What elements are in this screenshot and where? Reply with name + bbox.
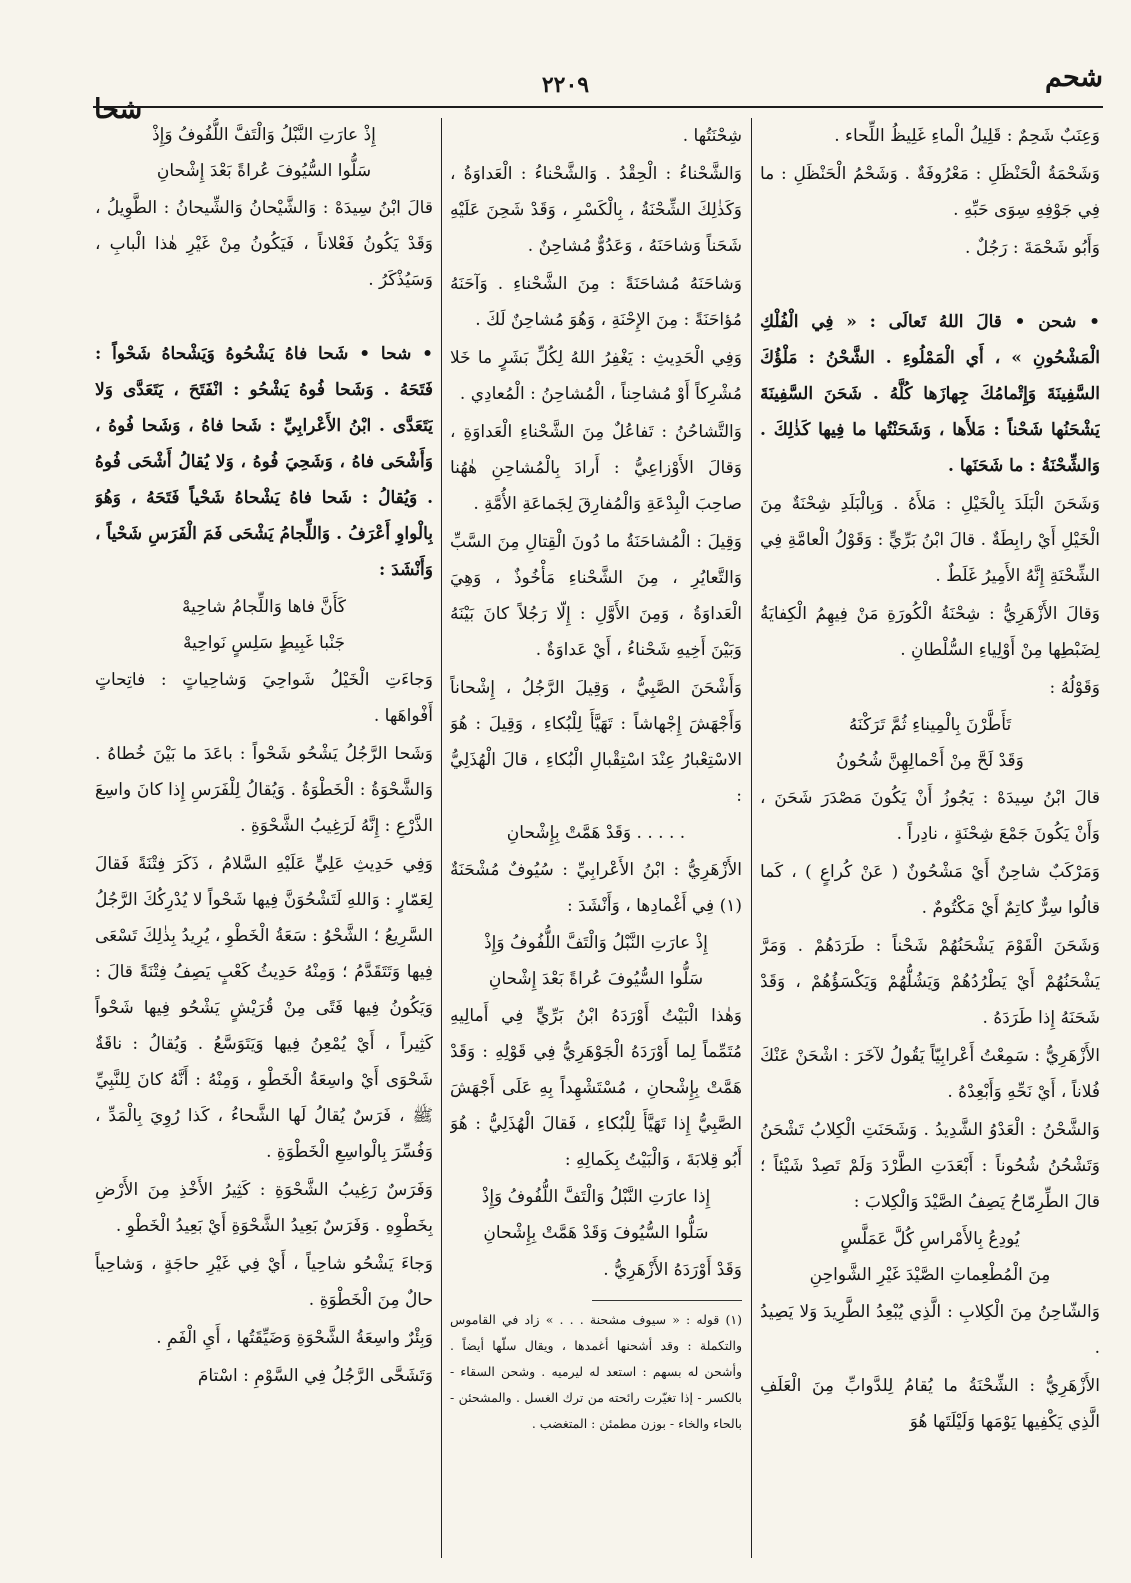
page-number: ٢٢٠٩ xyxy=(541,72,590,98)
verse-line: جَنْبا غَبِيطٍ سَلِسٍ نَواحِيهْ xyxy=(183,633,345,653)
column-left xyxy=(95,118,433,1558)
paragraph: وَشَحْمَةُ الْحَنْظَلِ : مَعْرُوفَةٌ . وَشَحْمُ الْحَنْظَلِ : ما فِي جَوْفِهِ سِوَى حَبِّهِ . xyxy=(760,164,1100,220)
paragraph: وَقَدْ أَوْرَدَهُ الأَزْهَرِيُّ . xyxy=(603,1260,742,1280)
paragraph: وَشَحَنَ الْقَوْمَ يَشْحَنُهُمْ شَحْناً : طَرَدَهُمْ . وَمَرَّ يَشْحَنُهُمْ أَيْ يَطْرُدُهُمْ وَيَشُلُّهُمْ وَيَكْسَؤُهُمْ ، وَقَدْ شَحَنَهُ إِذا طَرَدَهُ . xyxy=(760,936,1100,1028)
paragraph: وَالشَّحْناءُ : الْحِقْدُ . وَالشَّحْناءُ : الْعَداوَةُ ، وَكَذٰلِكَ الشِّحْنَةُ ، بِالْكَسْرِ ، وَقَدْ شَحِنَ عَلَيْهِ شَحَناً وَشاحَنَهُ ، وَعَدُوٌّ مُشاحِنٌ . xyxy=(450,164,742,256)
verse-line: سَلُّوا السُّيُوفَ عُراةً بَعْدَ إِشْحانِ xyxy=(156,161,372,181)
paragraph: وَشَحَنَ الْبَلَدَ بِالْخَيْلِ : مَلأَهُ . وَبِالْبَلَدِ شِحْنَةٌ مِنَ الْخَيْلِ أَيْ رابِطَةٌ . قالَ ابْنُ بَرِّيٍّ : وَقَوْلُ الْعامَّةِ فِي الشِّحْنَةِ إِنَّهُ الأَمِيرُ غَلَطٌ . xyxy=(760,494,1100,586)
paragraph: وَالشَّحْنُ : الْعَدْوُ الشَّدِيدُ . وَشَحَنَتِ الْكِلابُ تَشْحَنُ وَتَشْحُنُ شُحُوناً : أَبْعَدَتِ الطَّرْدَ وَلَمْ تَصِدْ شَيْئاً ؛ قالَ الطِّرِمّاحُ يَصِفُ الصَّيْدَ وَالْكِلابَ : xyxy=(760,1120,1100,1212)
verse-line: سَلُّوا السُّيُوفَ عُراةً بَعْدَ إِشْحانِ xyxy=(488,969,704,989)
paragraph: وَالشّاحِنُ مِنَ الْكِلابِ : الَّذِي يُبْعِدُ الطَّرِيدَ وَلا يَصِيدُ . xyxy=(760,1302,1100,1358)
paragraph: الأَزْهَرِيُّ : سَمِعْتُ أَعْرابِيّاً يَقُولُ لآخَرَ : اشْحَنْ عَنْكَ فُلاناً ، أَيْ نَحِّهِ وَأَبْعِدْهُ . xyxy=(760,1046,1100,1102)
column-middle xyxy=(450,118,742,1558)
verse-line: إِذا عارَتِ النَّبْلُ وَالْتَفَّ اللُّفُوفُ وَإِذْ xyxy=(481,1187,711,1207)
paragraph: وَفِي الْحَدِيثِ : يَغْفِرُ اللهُ لِكُلِّ بَشَرٍ ما خَلا مُشْرِكاً أَوْ مُشاحِناً ، الْمُشاحِنُ : الْمُعادِي . xyxy=(450,348,742,404)
paragraph: وَأَشْحَنَ الصَّبِيُّ ، وَقِيلَ الرَّجُلُ ، إِشْحاناً وَأَجْهَشَ إِجْهاشاً : تَهَيَّأَ لِلْبُكاءِ ، وَقِيلَ : هُوَ الاسْتِعْبارُ عِنْدَ اسْتِقْبالِ الْبُكاءِ ، قالَ الْهُذَلِيُّ : xyxy=(450,678,742,806)
running-head-left: شحا xyxy=(94,94,143,125)
paragraph: الأَزْهَرِيُّ : ابْنُ الأَعْرابِيِّ : سُيُوفٌ مُشْحَنَةٌ (١) فِي أَغْمادِها ، وَأَنْشَدَ : xyxy=(450,860,742,916)
verse-line: وَقَدْ لَحَّ مِنْ أَحْمالِهِنَّ شُحُونُ xyxy=(836,751,1024,771)
column-divider xyxy=(751,118,752,1558)
paragraph: قالَ ابْنُ سِيدَهْ : وَالشَّيْحانُ وَالشِّيحانُ : الطَّوِيلُ ، وَقَدْ يَكُونُ فَعْلاناً ، فَيَكُونُ مِنْ غَيْرِ هٰذا الْبابِ ، وَسَيُذْكَرُ . xyxy=(95,198,433,290)
verse-line: سَلُّوا السُّيُوفَ وَقَدْ هَمَّتْ بِإِشْحانِ xyxy=(483,1223,709,1243)
paragraph: وَشَحا الرَّجُلُ يَشْحُو شَحْواً : باعَدَ ما بَيْنَ خُطاهُ . وَالشَّحْوَةُ : الْخَطْوَةُ . وَيُقالُ لِلْفَرَسِ إِذا كانَ واسِعَ الذَّرْعِ : إِنَّهُ لَرَغِيبُ الشَّحْوَةِ . xyxy=(95,744,433,836)
entry-heading-paragraph: • شحا • شَحا فاهُ يَشْحُوهُ وَيَشْحاهُ شَحْواً : فَتَحَهُ . وَشَحا فُوهُ يَشْحُو : انْفَتَحَ ، يَتَعَدَّى وَلا يَتَعَدَّى . ابْنُ الأَعْرابِيِّ : شَحا فاهُ ، وَشَحا فُوهُ ، وَأَشْحَى فاهُ ، وَشَحِيَ فُوهُ ، وَلا يُقالُ أَشْحَى فُوهُ . وَيُقالُ : شَحا فاهُ يَشْحاهُ شَحْياً فَتَحَهُ ، وَهُوَ بِالْواوِ أَعْرَفُ . وَاللِّجامُ يَشْحَى فَمَ الْفَرَسِ شَحْياً ، وَأَنْشَدَ : xyxy=(95,344,433,580)
entry-gap xyxy=(760,268,1100,304)
paragraph: الأَزْهَرِيُّ : الشِّحْنَةُ ما يُقامُ لِلدَّوابِّ مِنَ الْعَلَفِ الَّذِي يَكْفِيها يَوْمَها وَلَيْلَتَها هُوَ xyxy=(760,1376,1100,1432)
paragraph: وَفَرَسٌ رَغِيبُ الشَّحْوَةِ : كَثِيرُ الأَخْذِ مِنَ الأَرْضِ بِخَطْوِهِ . وَفَرَسٌ بَعِيدُ الشَّحْوَةِ أَيْ بَعِيدُ الْخَطْوِ . xyxy=(95,1180,433,1236)
entry-heading-paragraph: • شحن • قالَ اللهُ تَعالَى : « فِي الْفُلْكِ الْمَشْحُونِ » ، أَي الْمَمْلُوءِ . الشَّحْنُ : مَلْؤُكَ السَّفِينَةَ وَإِتْمامُكَ جِهازَها كُلَّهُ . شَحَنَ السَّفِينَةَ يَشْحَنُها شَحْناً : مَلأَها ، وَشَحَنْتُها ما فِيها كَذٰلِكَ . وَالشِّحْنَةُ : ما شَحَنَها . xyxy=(760,312,1100,476)
paragraph: وَهٰذا الْبَيْتُ أَوْرَدَهُ ابْنُ بَرِّيٍّ فِي أَمالِيهِ مُتَمِّماً لِما أَوْرَدَهُ الْجَوْهَرِيُّ فِي قَوْلِهِ : وَقَدْ هَمَّتْ بِإِشْحانِ ، مُسْتَشْهِداً بِهِ عَلَى أَجْهَشَ الصَّبِيُّ إِذا تَهَيَّأَ لِلْبُكاءِ ، فَقالَ الْهُذَلِيُّ : هُوَ أَبُو قِلابَةَ ، وَالْبَيْتُ بِكَمالِهِ : xyxy=(450,1006,742,1170)
verse-line: تَأَطَّرْنَ بِالْمِيناءِ ثُمَّ تَرَكْنَهُ xyxy=(848,715,1012,735)
verse-line: يُودِعُ بِالأَمْراسِ كُلَّ عَمَلَّسٍ xyxy=(840,1229,1020,1249)
column-right xyxy=(760,118,1100,1558)
paragraph: وَبِئْرٌ واسِعَةُ الشَّحْوَةِ وَضَيِّقَتُها ، أَيِ الْفَمِ . xyxy=(156,1328,433,1348)
verse-line: مِنَ الْمُطْعِماتِ الصَّيْدَ غَيْرِ الشَّواحِنِ xyxy=(809,1265,1051,1285)
paragraph: وَعِنَبٌ شَحِمٌ : قَلِيلُ الْماءِ غَلِيظُ اللِّحاء . xyxy=(834,126,1100,146)
paragraph: وَقالَ الأَزْهَرِيُّ : شِحْنَةُ الْكُورَةِ مَنْ فِيهِمُ الْكِفايَةُ لِضَبْطِها مِنْ أَوْلِياءِ السُّلْطانِ . xyxy=(760,604,1100,660)
paragraph: وَجاءَ يَشْحُو شاحِياً ، أَيْ فِي غَيْرِ حاجَةٍ ، وَشاحِياً حالٌ مِنَ الْخَطْوَةِ . xyxy=(95,1254,433,1310)
verse-line: إِذْ عارَتِ النَّبْلُ وَالْتَفَّ اللُّفُوفُ وَإِذْ xyxy=(152,125,376,145)
running-head-right: شحم xyxy=(1044,62,1103,93)
paragraph: وَقِيلَ : الْمُشاحَنَةُ ما دُونَ الْقِتالِ مِنَ السَّبِّ وَالتَّعايُرِ ، مِنَ الشَّحْناءِ مَأْخُوذٌ ، وَهِيَ الْعَداوَةُ ، وَمِنَ الأَوَّلِ : إِلّا رَجُلاً كانَ بَيْنَهُ وَبَيْنَ أَخِيهِ شَحْناءُ ، أَيْ عَداوَةٌ . xyxy=(450,532,742,660)
paragraph: شِحْنَتُها . xyxy=(682,126,742,146)
paragraph: وَشاحَنَهُ مُشاحَنَةً : مِنَ الشَّحْناءِ . وَآحَنَهُ مُؤاحَنَةً : مِنَ الإِحْنَةِ ، وَهُوَ مُشاحِنٌ لَكَ . xyxy=(450,274,742,330)
header-rule xyxy=(93,106,1103,108)
entry-gap xyxy=(95,300,433,336)
footnote: (١) قوله : « سيوف مشحنة . . . » زاد في القاموس والتكملة : وقد أشحنها أغمدها ، ويقال سلّها أيضاً . وأشحن له بسهم : استعد له ليرميه . وشحن السقاء - بالكسر - إذا تغيّرت رائحته من ترك الغسل . والمشحئن - بالحاء والخاء - بوزن مطمئن : المتغضب . xyxy=(450,1312,742,1431)
verse-line: . . . . . وَقَدْ هَمَّتْ بِإِشْحانِ xyxy=(506,823,686,843)
verse-line: إِذْ عارَتِ النَّبْلُ وَالْتَفَّ اللُّفُوفُ وَإِذْ xyxy=(484,933,708,953)
paragraph: وَفِي حَدِيثِ عَلِيٍّ عَلَيْهِ السَّلامُ ، ذَكَرَ فِتْنَةً فَقالَ لِعَمّارٍ : وَاللهِ لَتَشْحُوَنَّ فِيها شَحْواً لا يُدْرِكُكَ الرَّجُلُ السَّرِيعُ ؛ الشَّحْوُ : سَعَةُ الْخَطْوِ ، يُرِيدُ بِذٰلِكَ تَسْعَى فِيها وَتَتَقَدَّمُ ؛ وَمِنْهُ حَدِيثُ كَعْبٍ يَصِفُ فِتْنَةً قالَ : وَيَكُونُ فِيها فَتًى مِنْ قُرَيْشٍ يَشْحُو فِيها شَحْواً كَثِيراً ، أَيْ يُمْعِنُ فِيها وَيَتَوَسَّعُ . وَيُقالُ : ناقَةٌ شَحْوَى أَيْ واسِعَةُ الْخَطْوِ ، وَمِنْهُ : أَنَّهُ كانَ لِلنَّبِيِّ ﷺ ، فَرَسٌ يُقالُ لَها الشَّحاءُ ، كَذا رُوِيَ بِالْمَدِّ ، وَفُسِّرَ بِالْواسِعِ الْخَطْوَةِ . xyxy=(95,854,433,1162)
paragraph: وَجاءَتِ الْخَيْلُ شَواحِيَ وَشاحِياتٍ : فاتِحاتٍ أَفْواهَها . xyxy=(95,670,433,726)
paragraph: قالَ ابْنُ سِيدَهْ : يَجُوزُ أَنْ يَكُونَ مَصْدَرَ شَحَنَ ، وَأَنْ يَكُونَ جَمْعَ شِحْنَةٍ ، نادِراً . xyxy=(760,788,1100,844)
paragraph: وَقَوْلُهُ : xyxy=(1049,678,1100,698)
paragraph: وَتَشَحَّى الرَّجُلُ فِي السَّوْمِ : اسْتامَ xyxy=(197,1366,433,1386)
verse-line: كَأَنَّ فاها وَاللِّجامُ شاحِيهْ xyxy=(181,597,346,617)
column-divider xyxy=(441,118,442,1558)
paragraph: وَأَبُو شَحْمَةَ : رَجُلٌ . xyxy=(965,238,1100,258)
paragraph: وَالتَّشاحُنُ : تَفاعُلٌ مِنَ الشَّحْناءِ الْعَداوَةِ ، وَقالَ الأَوْزاعِيُّ : أَرادَ بِالْمُشاحِنِ هٰهُنا صاحِبَ الْبِدْعَةِ وَالْمُفارِقَ لِجَماعَةِ الأُمَّةِ . xyxy=(450,422,742,514)
paragraph: وَمَرْكَبٌ شاحِنٌ أَيْ مَشْحُونٌ ( عَنْ كُراعٍ ) ، كَما قالُوا سِرٌّ كاتِمٌ أَيْ مَكْتُومٌ . xyxy=(760,862,1100,918)
footnote-rule xyxy=(592,1300,742,1301)
